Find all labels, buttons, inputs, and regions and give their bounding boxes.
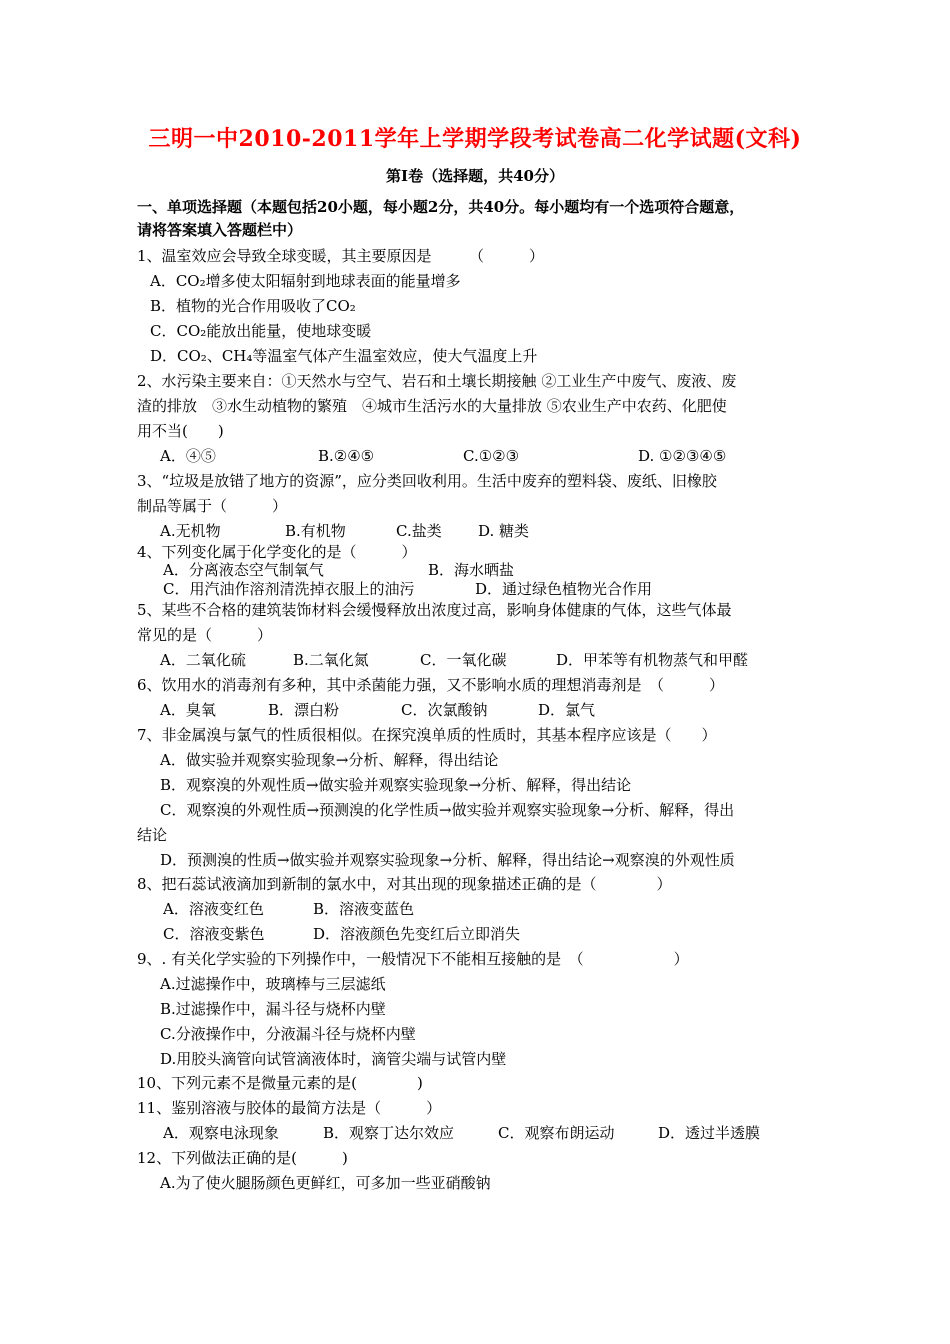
question-6-option-d: D．氯气	[538, 701, 596, 719]
question-6-stem: 6、饮用水的消毒剂有多种，其中杀菌能力强，又不影响水质的理想消毒剂是 （ ）	[137, 676, 725, 694]
question-6-option-c: C．次氯酸钠	[401, 701, 488, 719]
section-heading-line2: 请将答案填入答题栏中）	[137, 221, 303, 239]
question-7-option-d: D．预测溴的性质→做实验并观察实验现象→分析、解释，得出结论→观察溴的外观性质	[160, 851, 735, 869]
section-subtitle: 第Ⅰ卷（选择题，共40分）	[386, 167, 564, 185]
question-12-stem: 12、下列做法正确的是( )	[137, 1149, 348, 1167]
question-6-option-a: A．臭氧	[160, 701, 216, 719]
question-7-option-c-line2: 结论	[137, 826, 168, 844]
question-4-option-c: C．用汽油作溶剂清洗掉衣服上的油污	[163, 580, 415, 598]
question-4-option-a: A．分离液态空气制氧气	[163, 561, 324, 579]
question-3-option-c: C.盐类	[396, 522, 442, 540]
question-1-option-a: A．CO₂增多使太阳辐射到地球表面的能量增多	[150, 272, 461, 290]
question-2-option-a: A．④⑤	[160, 447, 216, 465]
question-11-stem: 11、鉴别溶液与胶体的最简方法是（ ）	[137, 1099, 442, 1117]
question-7-option-b: B．观察溴的外观性质→做实验并观察实验现象→分析、解释，得出结论	[160, 776, 632, 794]
question-8-option-c: C．溶液变紫色	[163, 925, 265, 943]
question-9-option-c: C.分液操作中，分液漏斗径与烧杯内壁	[160, 1025, 416, 1043]
question-11-option-a: A．观察电泳现象	[163, 1124, 279, 1142]
question-7-option-c-line1: C．观察溴的外观性质→预测溴的化学性质→做实验并观察实验现象→分析、解释，得出	[160, 801, 735, 819]
question-8-stem: 8、把石蕊试液滴加到新制的氯水中，对其出现的现象描述正确的是（ ）	[137, 875, 672, 893]
question-5-option-d: D．甲苯等有机物蒸气和甲醛	[556, 651, 749, 669]
question-3-stem-line2: 制品等属于（ ）	[137, 497, 288, 515]
page-title: 三明一中2010-2011学年上学期学段考试卷高二化学试题(文科)	[148, 126, 802, 152]
question-9-option-d: D.用胶头滴管向试管滴液体时，滴管尖端与试管内壁	[160, 1050, 507, 1068]
question-8-option-b: B．溶液变蓝色	[313, 900, 415, 918]
question-1-option-b: B．植物的光合作用吸收了CO₂	[150, 297, 356, 315]
question-9-option-b: B.过滤操作中，漏斗径与烧杯内壁	[160, 1000, 386, 1018]
question-1-option-d: D．CO₂、CH₄等温室气体产生温室效应，使大气温度上升	[150, 347, 538, 365]
question-9-option-a: A.过滤操作中，玻璃棒与三层滤纸	[160, 975, 386, 993]
question-6-option-b: B．漂白粉	[268, 701, 340, 719]
question-4-stem: 4、下列变化属于化学变化的是（ ）	[137, 543, 417, 561]
question-11-option-d: D．透过半透膜	[658, 1124, 761, 1142]
question-12-option-a: A.为了使火腿肠颜色更鲜红，可多加一些亚硝酸钠	[160, 1174, 491, 1192]
question-11-option-c: C．观察布朗运动	[498, 1124, 615, 1142]
question-5-stem-line1: 5、某些不合格的建筑装饰材料会缓慢释放出浓度过高，影响身体健康的气体，这些气体最	[137, 601, 732, 619]
question-5-option-a: A．二氧化硫	[160, 651, 246, 669]
question-4-option-d: D．通过绿色植物光合作用	[475, 580, 653, 598]
question-2-stem-line3: 用不当( )	[137, 422, 224, 440]
question-10-stem: 10、下列元素不是微量元素的是( )	[137, 1074, 423, 1092]
section-heading-line1: 一、单项选择题（本题包括20小题，每小题2分，共40分。每小题均有一个选项符合题意，	[137, 198, 745, 216]
question-3-option-a: A.无机物	[160, 522, 221, 540]
question-3-stem-line1: 3、“垃圾是放错了地方的资源”，应分类回收利用。生活中废弃的塑料袋、废纸、旧橡胶	[137, 472, 717, 490]
question-11-option-b: B．观察丁达尔效应	[323, 1124, 455, 1142]
question-2-option-b: B.②④⑤	[318, 447, 375, 465]
question-8-option-d: D．溶液颜色先变红后立即消失	[313, 925, 521, 943]
question-3-option-d: D. 糖类	[478, 522, 530, 540]
question-9-stem: 9、. 有关化学实验的下列操作中，一般情况下不能相互接触的是 （ ）	[137, 950, 689, 968]
question-7-stem: 7、非金属溴与氯气的性质很相似。在探究溴单质的性质时，其基本程序应该是（ ）	[137, 726, 717, 744]
question-1-option-c: C．CO₂能放出能量，使地球变暖	[150, 322, 372, 340]
question-7-option-a: A．做实验并观察实验现象→分析、解释，得出结论	[160, 751, 499, 769]
question-8-option-a: A．溶液变红色	[163, 900, 264, 918]
question-2-stem-line2: 渣的排放 ③水生动植物的繁殖 ④城市生活污水的大量排放 ⑤农业生产中农药、化肥使	[137, 397, 727, 415]
question-4-option-b: B．海水晒盐	[428, 561, 515, 579]
question-5-option-b: B.二氧化氮	[293, 651, 369, 669]
question-5-stem-line2: 常见的是（ ）	[137, 626, 273, 644]
question-3-option-b: B.有机物	[285, 522, 346, 540]
question-1-stem: 1、温室效应会导致全球变暖，其主要原因是 （ ）	[137, 247, 545, 265]
question-2-option-c: C.①②③	[463, 447, 520, 465]
question-5-option-c: C．一氧化碳	[420, 651, 507, 669]
question-2-option-d: D. ①②③④⑤	[638, 447, 727, 465]
question-2-stem-line1: 2、水污染主要来自：①天然水与空气、岩石和土壤长期接触 ②工业生产中废气、废液、废	[137, 372, 737, 390]
